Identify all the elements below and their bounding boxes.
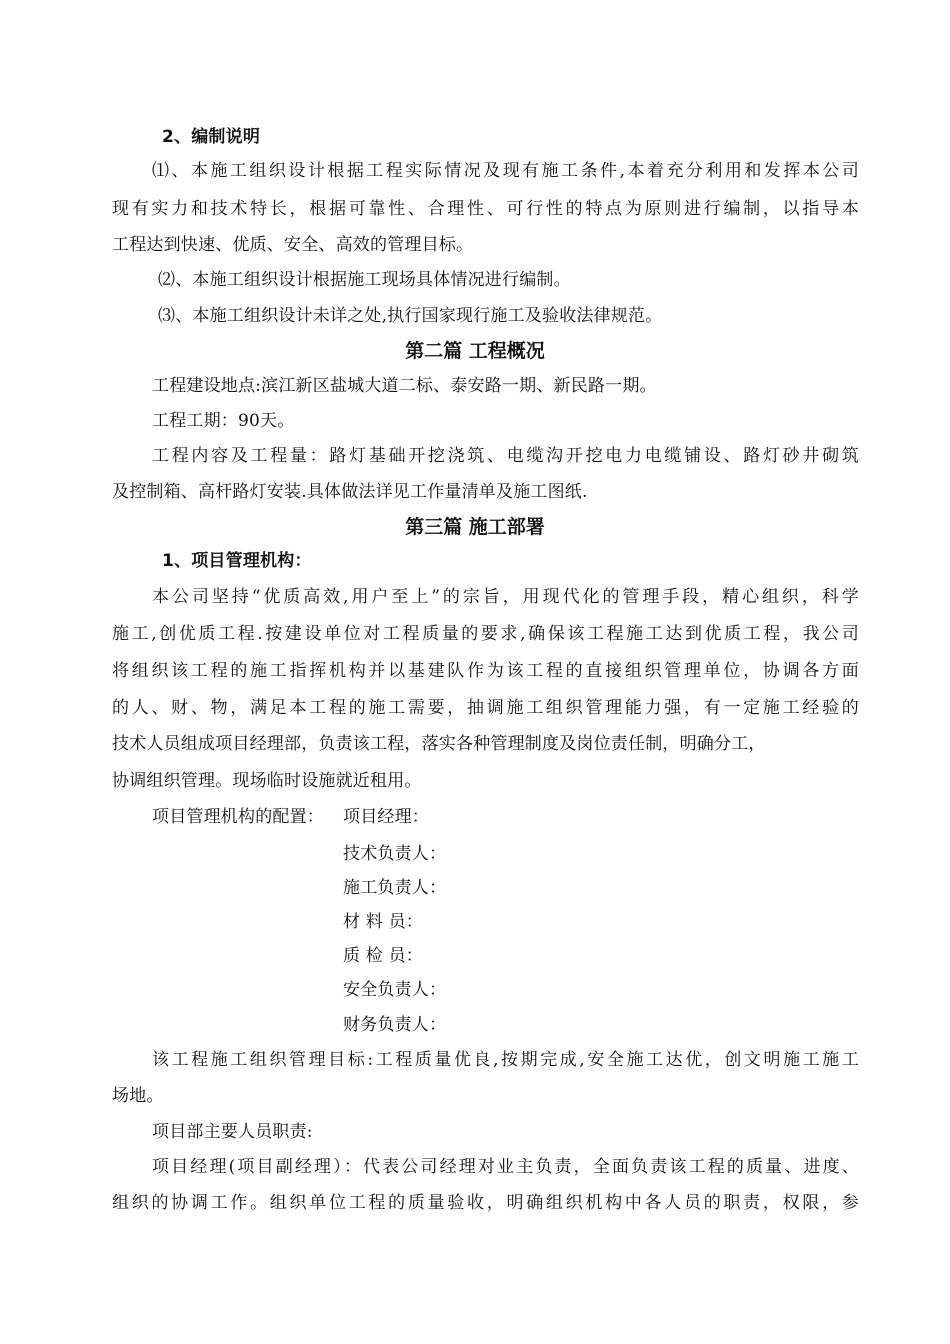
role-technical-lead: 技术负责人： <box>343 844 447 864</box>
org-paragraph-line-3: 将组织该工程的施工指挥机构并以基建队作为该工程的直接组织管理单位，协调各方面 <box>112 661 859 681</box>
org-paragraph-line-4: 的人、财、物，满足本工程的施工需要，抽调施工组织管理能力强，有一定施工经验的 <box>112 698 859 718</box>
section-title-compile: 2、编制说明 <box>162 127 261 147</box>
compile-paragraph-2: ⑵、本施工组织设计根据施工现场具体情况进行编制。 <box>158 270 571 290</box>
compile-paragraph-3: ⑶、本施工组织设计未详之处,执行国家现行施工及验收法律规范。 <box>158 306 663 326</box>
config-label: 项目管理机构的配置： <box>152 807 324 827</box>
role-quality-inspector: 质 检 员： <box>343 946 424 966</box>
goal-line-2: 场地。 <box>112 1086 164 1106</box>
goal-line-1: 该工程施工组织管理目标:工程质量优良,按期完成,安全施工达优，创文明施工施工 <box>152 1050 859 1070</box>
project-content-line-2: 及控制箱、高杆路灯安装.具体做法详见工作量清单及施工图纸. <box>112 482 588 502</box>
section-title-org: 1、项目管理机构： <box>162 551 312 571</box>
pm-duties-line-1: 项目经理(项目副经理）：代表公司经理对业主负责，全面负责该工程的质量、进度、 <box>152 1157 859 1177</box>
org-paragraph-line-5: 技术人员组成项目经理部，负责该工程，落实各种管理制度及岗位责任制，明确分工， <box>112 734 766 754</box>
org-paragraph-line-6: 协调组织管理。现场临时设施就近租用。 <box>112 771 422 791</box>
compile-paragraph-1-line-1: ⑴、本施工组织设计根据工程实际情况及现有施工条件,本着充分利用和发挥本公司 <box>152 161 859 181</box>
part-2-heading: 第二篇 工程概况 <box>405 340 545 362</box>
project-site: 工程建设地点:滨江新区盐城大道二标、泰安路一期、新民路一期。 <box>152 376 657 396</box>
role-safety-lead: 安全负责人： <box>343 980 447 1000</box>
compile-paragraph-1-line-3: 工程达到快速、优质、安全、高效的管理目标。 <box>112 235 474 255</box>
pm-duties-line-2: 组织的协调工作。组织单位工程的质量验收，明确组织机构中各人员的职责，权限，参 <box>112 1193 859 1213</box>
org-paragraph-line-2: 施工,创优质工程.按建设单位对工程质量的要求,确保该工程施工达到优质工程，我公司 <box>112 624 859 644</box>
role-finance-lead: 财务负责人： <box>343 1015 447 1035</box>
role-material-officer: 材 料 员： <box>343 912 424 932</box>
compile-paragraph-1-line-2: 现有实力和技术特长，根据可靠性、合理性、可行性的特点为原则进行编制，以指导本 <box>112 199 859 219</box>
role-project-manager: 项目经理： <box>343 807 429 827</box>
project-period: 工程工期：90天。 <box>152 411 295 431</box>
project-content-line-1: 工程内容及工程量：路灯基础开挖浇筑、电缆沟开挖电力电缆铺设、路灯砂井砌筑 <box>152 446 859 466</box>
role-construction-lead: 施工负责人： <box>343 878 447 898</box>
duties-title: 项目部主要人员职责: <box>152 1122 313 1142</box>
part-3-heading: 第三篇 施工部署 <box>405 516 545 538</box>
org-paragraph-line-1: 本公司坚持“优质高效,用户至上”的宗旨，用现代化的管理手段，精心组织，科学 <box>152 587 859 607</box>
